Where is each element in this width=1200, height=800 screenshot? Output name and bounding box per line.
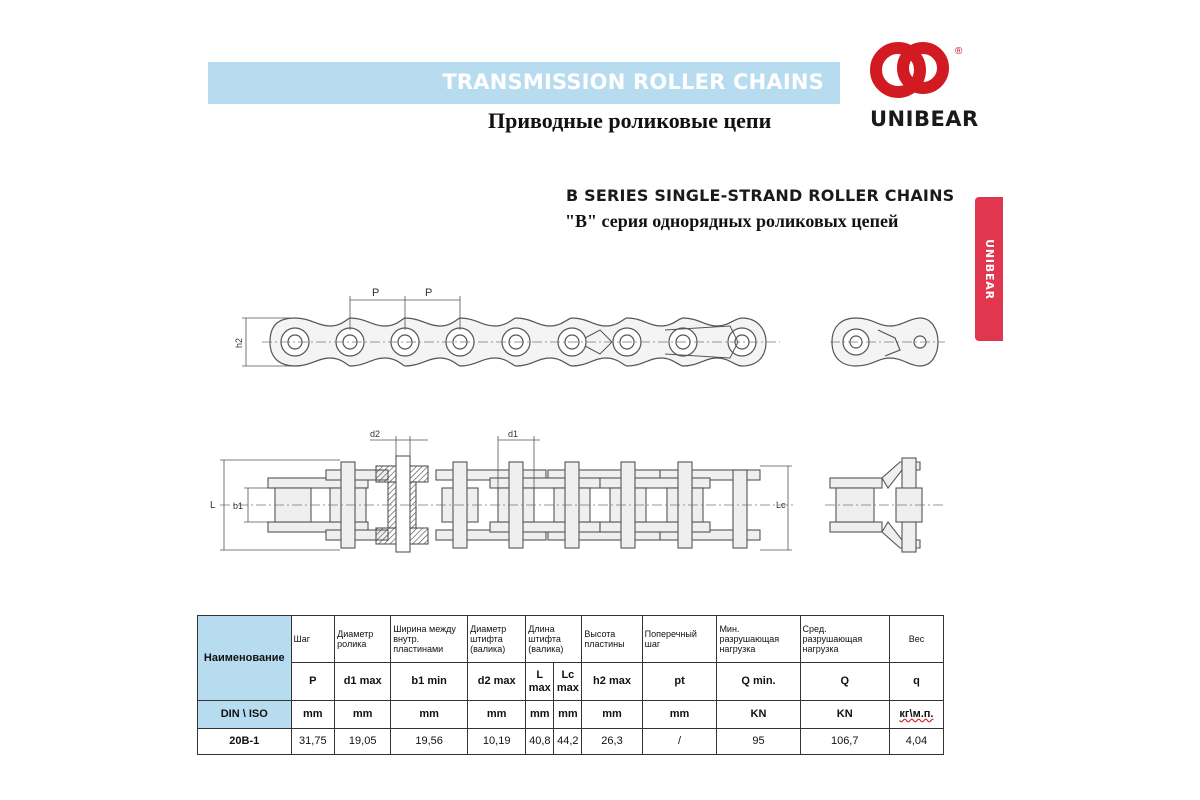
col-unit: mm — [582, 701, 642, 729]
col-symbol: b1 min — [391, 663, 468, 701]
col-title: Диаметр штифта (валика) — [468, 616, 526, 663]
cell: 19,56 — [391, 729, 468, 755]
standard-label: DIN \ ISO — [198, 701, 292, 729]
col-title: Вес — [889, 616, 943, 663]
section-title: B SERIES SINGLE-STRAND ROLLER CHAINS — [566, 186, 955, 205]
col-title: Сред. разрушающая нагрузка — [800, 616, 889, 663]
cell: 26,3 — [582, 729, 642, 755]
label-b1: b1 — [233, 501, 244, 511]
banner-title: TRANSMISSION ROLLER CHAINS — [442, 70, 824, 94]
col-symbol: L max — [526, 663, 554, 701]
logo-text: UNIBEAR — [870, 107, 979, 131]
col-symbol: Lc max — [554, 663, 582, 701]
label-L: L — [210, 500, 216, 511]
cell: 19,05 — [335, 729, 391, 755]
table-row — [198, 729, 944, 755]
cell: 40,8 — [526, 729, 554, 755]
chain-plan-view — [268, 456, 760, 552]
col-unit: KN — [800, 701, 889, 729]
cell: 31,75 — [291, 729, 335, 755]
col-symbol: Q — [800, 663, 889, 701]
col-symbol: q — [889, 663, 943, 701]
col-unit — [889, 701, 943, 729]
label-d1: d1 — [508, 429, 519, 439]
col-symbol: d2 max — [468, 663, 526, 701]
side-tab-label: UNIBEAR — [982, 238, 996, 300]
page-title-ru: Приводные роликовые цепи — [488, 108, 772, 133]
col-unit: mm — [291, 701, 335, 729]
col-unit: mm — [526, 701, 554, 729]
registered-mark: ® — [955, 46, 963, 57]
col-unit: KN — [717, 701, 800, 729]
label-Lc: Lc — [776, 500, 786, 510]
weight-unit: кг\м.п. — [899, 708, 934, 720]
col-symbol: pt — [642, 663, 717, 701]
col-symbol: P — [291, 663, 335, 701]
col-symbol: d1 max — [335, 663, 391, 701]
col-symbol: h2 max — [582, 663, 642, 701]
col-title: Шаг — [291, 616, 335, 663]
spec-table — [197, 615, 944, 755]
cell: 106,7 — [800, 729, 889, 755]
col-title: Диаметр ролика — [335, 616, 391, 663]
col-title: Высота пластины — [582, 616, 642, 663]
label-p2: P — [425, 287, 433, 299]
name-header: Наименование — [198, 616, 292, 701]
col-unit: mm — [335, 701, 391, 729]
cell: 95 — [717, 729, 800, 755]
col-title: Длина штифта (валика) — [526, 616, 582, 663]
section-title-ru: "B" серия однорядных роликовых цепей — [565, 211, 899, 231]
cell: / — [642, 729, 717, 755]
label-h2: h2 — [234, 337, 244, 348]
col-symbol: Q min. — [717, 663, 800, 701]
col-title: Мин. разрушающая нагрузка — [717, 616, 800, 663]
cell: 4,04 — [889, 729, 943, 755]
cell: 44,2 — [554, 729, 582, 755]
col-unit: mm — [642, 701, 717, 729]
cell: 10,19 — [468, 729, 526, 755]
col-unit: mm — [554, 701, 582, 729]
label-p1: P — [372, 287, 380, 299]
col-title: Поперечный шаг — [642, 616, 717, 663]
col-unit: mm — [468, 701, 526, 729]
row-name: 20B-1 — [198, 729, 292, 755]
label-d2: d2 — [370, 429, 381, 439]
col-title: Ширина между внутр. пластинами — [391, 616, 468, 663]
col-unit: mm — [391, 701, 468, 729]
